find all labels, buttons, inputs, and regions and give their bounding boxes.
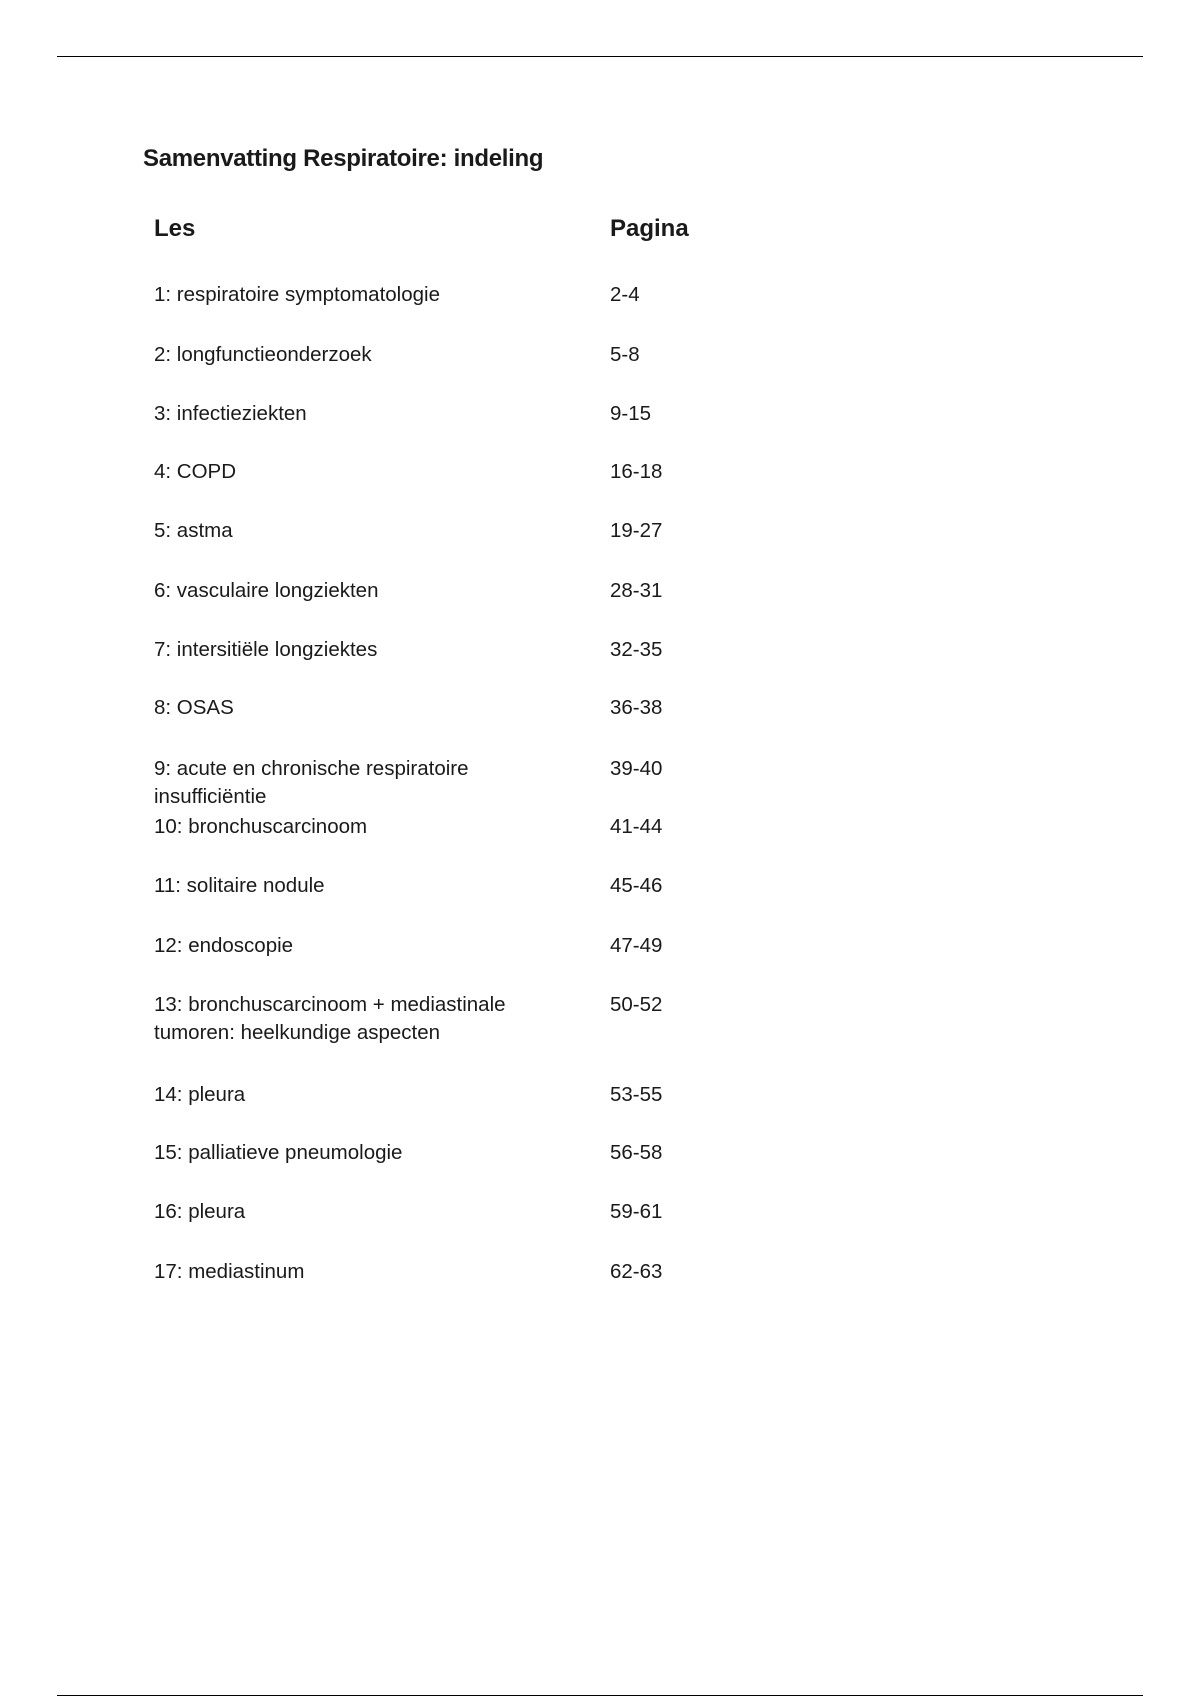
- lesson-title: 13: bronchuscarcinoom + mediastinale tumoren: heelkundige aspecten: [154, 993, 506, 1044]
- page-range: 28-31: [610, 579, 663, 602]
- lesson-title: 5: astma: [154, 519, 233, 542]
- page-range: 62-63: [610, 1260, 663, 1283]
- lesson-title: 8: OSAS: [154, 696, 234, 719]
- page-range: 50-52: [610, 993, 663, 1016]
- page-range: 5-8: [610, 343, 640, 366]
- lesson-title: 17: mediastinum: [154, 1260, 305, 1283]
- page-range: 47-49: [610, 934, 663, 957]
- lesson-title: 7: intersitiële longziektes: [154, 638, 378, 661]
- lesson-title: 16: pleura: [154, 1200, 246, 1223]
- lesson-title: 15: palliatieve pneumologie: [154, 1141, 403, 1164]
- page-range: 53-55: [610, 1083, 663, 1106]
- lesson-title: 2: longfunctieonderzoek: [154, 343, 372, 366]
- lesson-title: 14: pleura: [154, 1083, 246, 1106]
- page-range: 59-61: [610, 1200, 663, 1223]
- footer-rule: [57, 1695, 1143, 1696]
- lesson-title: 3: infectieziekten: [154, 402, 307, 425]
- page-range: 45-46: [610, 874, 663, 897]
- header-rule: [57, 56, 1143, 57]
- column-header-lesson: Les: [154, 215, 196, 242]
- lesson-title: 12: endoscopie: [154, 934, 294, 957]
- page-range: 9-15: [610, 402, 652, 425]
- page-range: 41-44: [610, 815, 663, 838]
- lesson-title: 4: COPD: [154, 460, 237, 483]
- page-range: 39-40: [610, 757, 663, 780]
- document-title: Samenvatting Respiratoire: indeling: [143, 145, 544, 172]
- page-range: 32-35: [610, 638, 663, 661]
- page-range: 2-4: [610, 283, 640, 306]
- lesson-title: 10: bronchuscarcinoom: [154, 815, 368, 838]
- column-header-pages: Pagina: [610, 215, 689, 242]
- lesson-title: 6: vasculaire longziekten: [154, 579, 379, 602]
- page-range: 19-27: [610, 519, 663, 542]
- page-range: 16-18: [610, 460, 663, 483]
- page-range: 56-58: [610, 1141, 663, 1164]
- page-range: 36-38: [610, 696, 663, 719]
- lesson-title: 1: respiratoire symptomatologie: [154, 283, 440, 306]
- lesson-title: 9: acute en chronische respiratoire insufficiëntie: [154, 757, 469, 808]
- lesson-title: 11: solitaire nodule: [154, 874, 325, 897]
